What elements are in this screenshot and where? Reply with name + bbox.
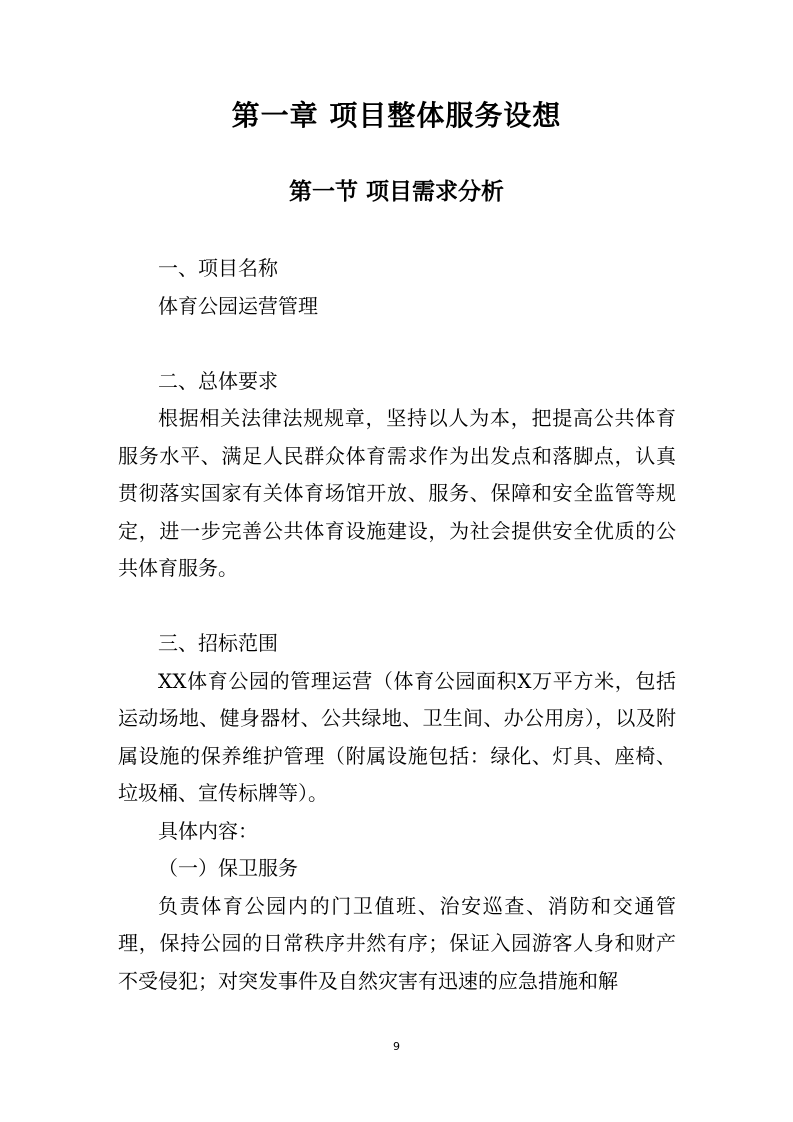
project-name-text: 体育公园运营管理 [158,293,318,318]
heading-general-requirement: 二、总体要求 [158,368,278,393]
general-requirement-paragraph: 根据相关法律法规规章，坚持以人为本，把提高公共体育服务水平、满足人民群众体育需求作为出发点和落脚点，认真贯彻落实国家有关体育场馆开放、服务、保障和安全监管等规定，进一步完善公共体育设施建设，为社会提供安全优质的公共体育服务。 [118,406,676,580]
section-title: 第一节 项目需求分析 [288,179,504,205]
blank-line [118,588,676,626]
blank-line [118,325,676,363]
bid-scope-paragraph: XX体育公园的管理运营（体育公园面积X万平方米，包括运动场地、健身器材、公共绿地、卫生间、办公用房），以及附属设施的保养维护管理（附属设施包括：绿化、灯具、座椅、垃圾桶、宣传标牌等）。 [118,668,676,805]
heading-project-name: 一、项目名称 [158,256,278,280]
security-service-paragraph: 负责体育公园内的门卫值班、治安巡查、消防和交通管理，保持公园的日常秩序井然有序；保证入园游客人身和财产不受侵犯；对突发事件及自然灾害有迅速的应急措施和解 [118,893,676,993]
heading-bid-scope: 三、招标范围 [158,631,278,655]
content-label: 具体内容： [158,818,258,843]
chapter-title: 第一章 项目整体服务设想 [231,99,562,132]
document-body [118,250,676,1000]
sub-heading-security: （一）保卫服务 [158,856,298,880]
page-number: 9 [393,1040,400,1053]
